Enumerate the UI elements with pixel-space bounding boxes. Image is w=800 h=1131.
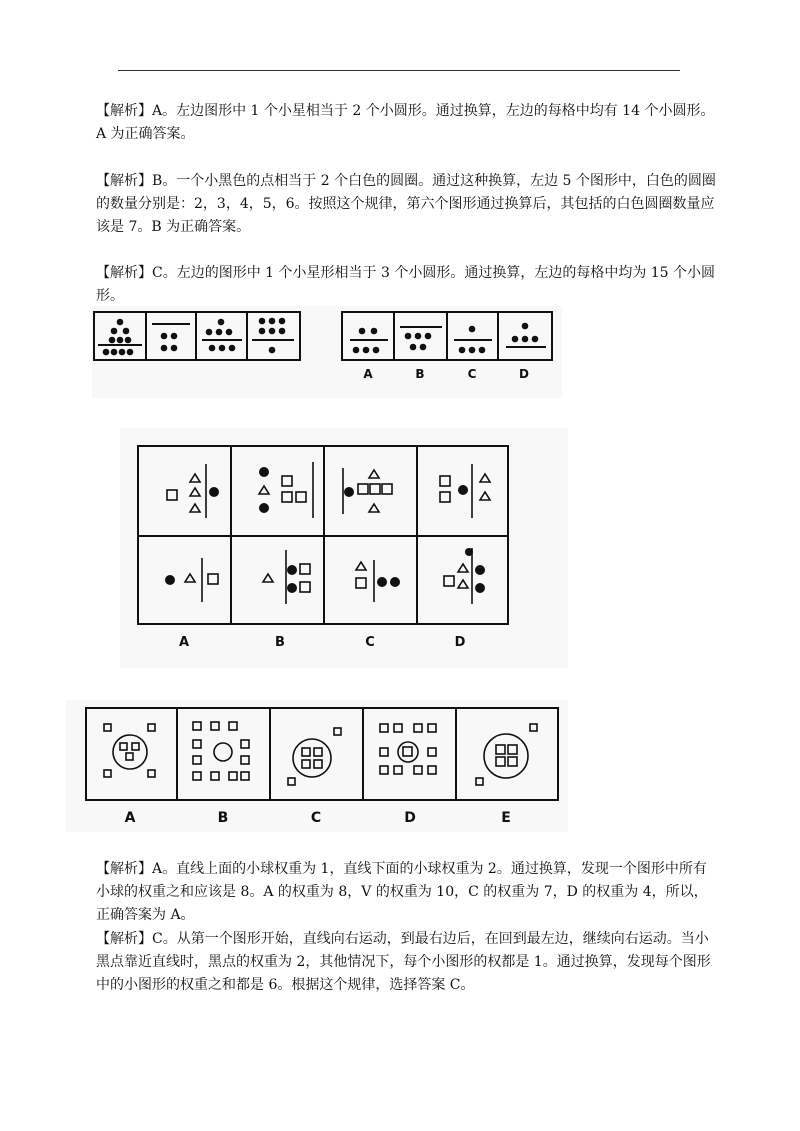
fig1-option-label-d: D [519, 367, 529, 381]
figure-circle-square-svg [66, 700, 568, 832]
analysis-paragraph-3: 【解析】C。左边的图形中 1 个小星形相当于 3 个小圆形。通过换算，左边的每格中均为 15 个小圆形。 [96, 265, 716, 304]
fig1-option-label-c: C [467, 367, 477, 381]
fig1-option-label-b: B [415, 367, 425, 381]
fig2-option-label-a: A [178, 635, 190, 650]
fig3-option-label-b: B [217, 810, 229, 826]
figure-circle-square-options [66, 700, 568, 832]
fig1-option-label-a: A [363, 367, 373, 381]
fig2-option-label-d: D [454, 635, 466, 650]
figure-dot-line-svg [92, 306, 562, 398]
header-rule [118, 70, 680, 71]
fig2-option-label-b: B [275, 635, 285, 650]
figure-shapes-line-svg [120, 428, 568, 668]
analysis-paragraph-1: 【解析】A。左边图形中 1 个小星相当于 2 个小圆形。通过换算，左边的每格中均有 14 个小圆形。A 为正确答案。 [96, 103, 715, 142]
fig3-option-label-d: D [404, 810, 416, 826]
figure-dot-line-puzzle [92, 306, 562, 398]
analysis-paragraph-5: 【解析】C。从第一个图形开始，直线向右运动，到最右边后，在回到最左边，继续向右运动。当小黑点靠近直线时，黑点的权重为 2，其他情况下，每个小图形的权都是 1。通过换算，发现每个图形中的小图形的权重之和都是 6。根据这个规律，选择答案 C。 [96, 931, 711, 993]
fig2-option-label-c: C [365, 635, 375, 650]
analysis-paragraph-2: 【解析】B。一个小黑色的点相当于 2 个白色的圆圈。通过这种换算，左边 5 个图形中，白色的圆圈的数量分别是：2，3，4，5，6。按照这个规律，第六个图形通过换算后，其包括的白色圆圈数量应该是 7。B 为正确答案。 [96, 173, 716, 235]
fig3-option-label-a: A [124, 810, 136, 826]
analysis-paragraph-4: 【解析】A。直线上面的小球权重为 1，直线下面的小球权重为 2。通过换算，发现一个图形中所有小球的权重之和应该是 8。A 的权重为 8，V 的权重为 10，C 的权重为 7，D 的权重为 4，所以，正确答案为 A。 [96, 861, 708, 923]
fig3-option-label-e: E [501, 810, 511, 826]
fig3-option-label-c: C [310, 810, 322, 826]
figure-shapes-line-puzzle [120, 428, 568, 668]
